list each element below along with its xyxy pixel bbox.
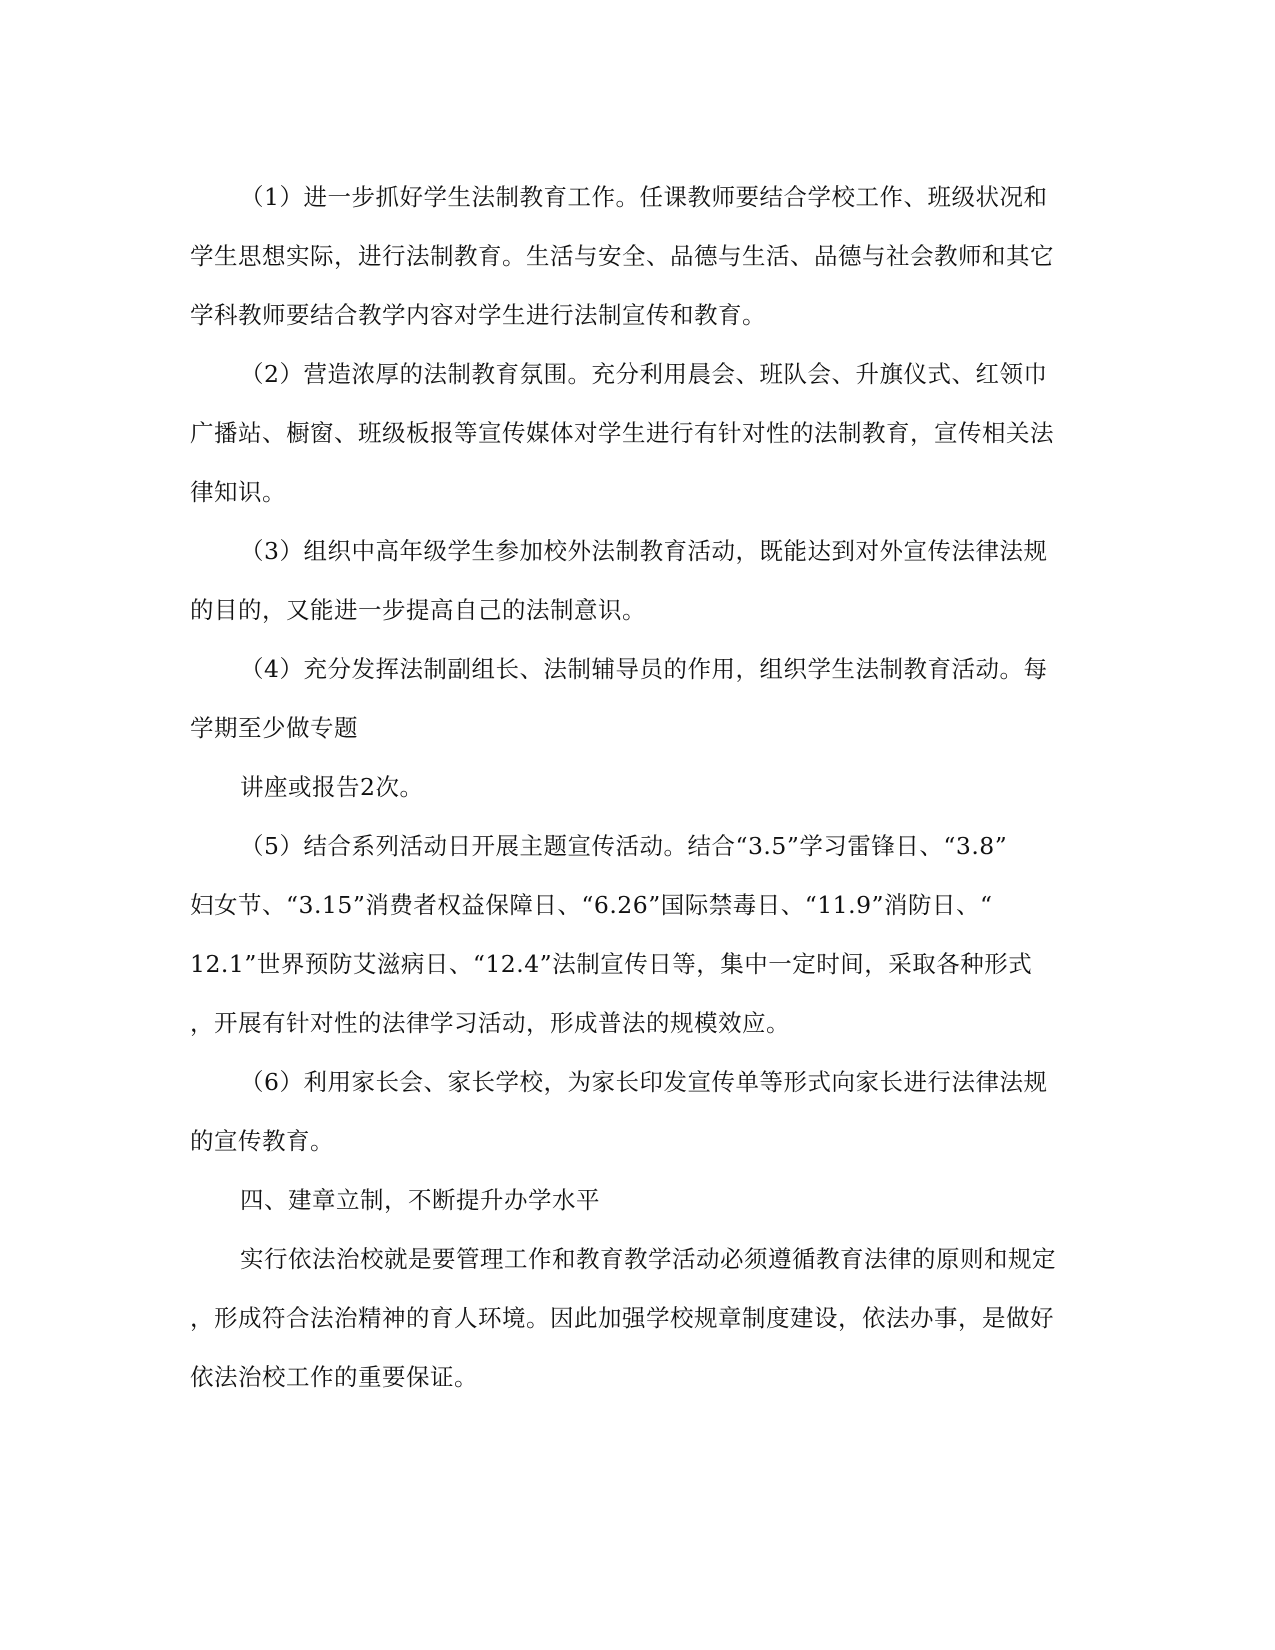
paragraph-3 bbox=[190, 522, 1090, 640]
paragraph-6 bbox=[190, 817, 1090, 1053]
paragraph-line: （1）进一步抓好学生法制教育工作。任课教师要结合学校工作、班级状况和 bbox=[240, 183, 1048, 211]
paragraph-1 bbox=[190, 168, 1090, 345]
section-heading bbox=[190, 1171, 1090, 1230]
paragraph-line: 依法治校工作的重要保证。 bbox=[190, 1363, 478, 1391]
paragraph-line: 12.1”世界预防艾滋病日、“12.4”法制宣传日等，集中一定时间，采取各种形式 bbox=[190, 950, 1033, 978]
paragraph-line: 广播站、橱窗、班级板报等宣传媒体对学生进行有针对性的法制教育，宣传相关法 bbox=[190, 419, 1054, 447]
paragraph-line: （3）组织中高年级学生参加校外法制教育活动，既能达到对外宣传法律法规 bbox=[240, 537, 1048, 565]
paragraph-line: （2）营造浓厚的法制教育氛围。充分利用晨会、班队会、升旗仪式、红领巾 bbox=[240, 360, 1048, 388]
paragraph-7 bbox=[190, 1053, 1090, 1171]
paragraph-line: 的目的，又能进一步提高自己的法制意识。 bbox=[190, 596, 646, 624]
paragraph-5 bbox=[190, 758, 1090, 817]
paragraph-line: 学科教师要结合教学内容对学生进行法制宣传和教育。 bbox=[190, 301, 766, 329]
paragraph-line: 讲座或报告2次。 bbox=[240, 773, 424, 801]
section-heading-text: 四、建章立制，不断提升办学水平 bbox=[240, 1186, 600, 1214]
paragraph-4 bbox=[190, 640, 1090, 758]
paragraph-line: （5）结合系列活动日开展主题宣传活动。结合“3.5”学习雷锋日、“3.8” bbox=[240, 832, 1008, 860]
paragraph-line: 律知识。 bbox=[190, 478, 286, 506]
paragraph-line: 学期至少做专题 bbox=[190, 714, 358, 742]
paragraph-line: （6）利用家长会、家长学校，为家长印发宣传单等形式向家长进行法律法规 bbox=[240, 1068, 1048, 1096]
paragraph-2 bbox=[190, 345, 1090, 522]
paragraph-line: 实行依法治校就是要管理工作和教育教学活动必须遵循教育法律的原则和规定 bbox=[240, 1245, 1056, 1273]
paragraph-line: ，开展有针对性的法律学习活动，形成普法的规模效应。 bbox=[190, 1009, 790, 1037]
document-body bbox=[190, 168, 1090, 1407]
paragraph-line: （4）充分发挥法制副组长、法制辅导员的作用，组织学生法制教育活动。每 bbox=[240, 655, 1048, 683]
paragraph-8 bbox=[190, 1230, 1090, 1407]
paragraph-line: ，形成符合法治精神的育人环境。因此加强学校规章制度建设，依法办事，是做好 bbox=[190, 1304, 1054, 1332]
paragraph-line: 的宣传教育。 bbox=[190, 1127, 334, 1155]
paragraph-line: 妇女节、“3.15”消费者权益保障日、“6.26”国际禁毒日、“11.9”消防日、“ bbox=[190, 891, 993, 919]
paragraph-line: 学生思想实际，进行法制教育。生活与安全、品德与生活、品德与社会教师和其它 bbox=[190, 242, 1054, 270]
